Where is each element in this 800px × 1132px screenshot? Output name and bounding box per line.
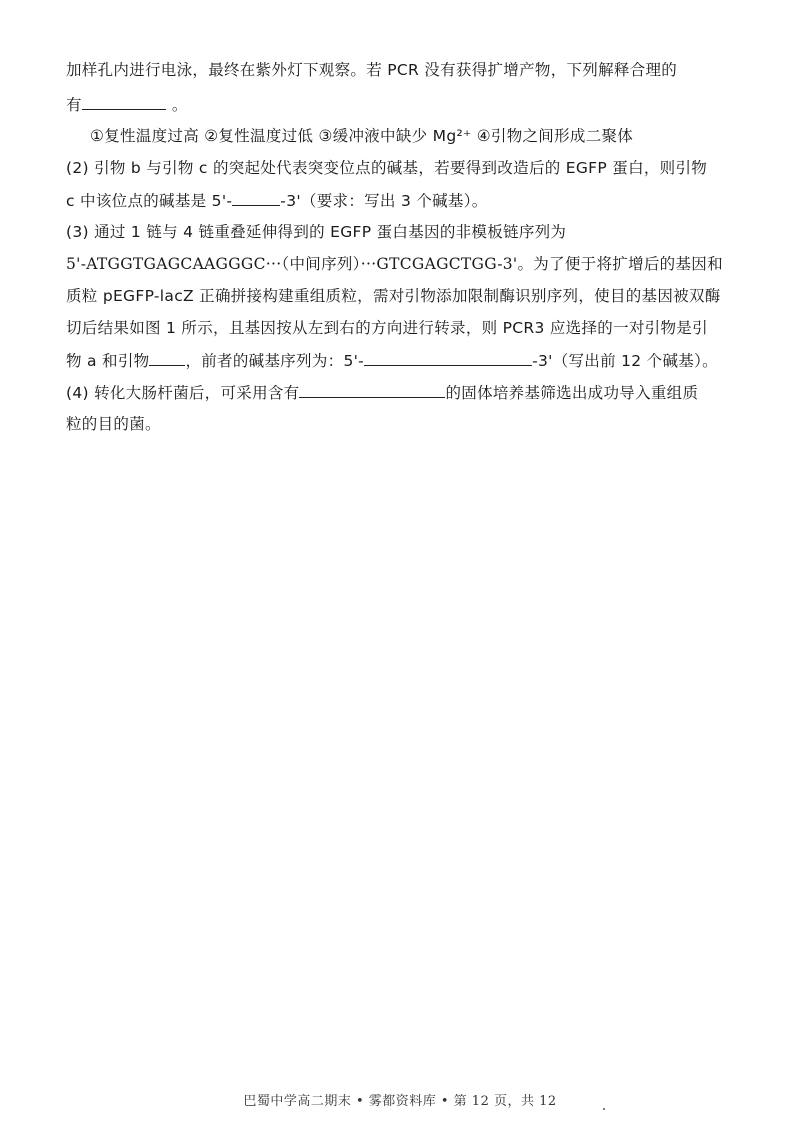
q4-line1 [66,382,760,403]
q3-sequence: 5'-ATGGTGAGCAAGGGC···（中间序列）···GTCGAGCTGG-3' [66,255,518,273]
q4-answer-blank[interactable] [299,382,445,398]
page-footer: 巴蜀中学高二期末 • 雾都资料库 • 第 12 页，共 12 [243,1094,557,1109]
q4-line1-prefix: (4) 转化大肠杆菌后，可采用含有 [66,384,300,402]
q3-primer-blank[interactable] [149,350,185,366]
q3-line4: 切后结果如图 1 所示，且基因按从左到右的方向进行转录，则 PCR3 应选择的一对引物是引 [66,319,708,337]
q3-line5 [66,350,760,371]
q2-line2-prefix: c 中该位点的碱基是 5'- [66,192,233,210]
q3-sequence-blank[interactable] [364,350,532,366]
q1-options: ①复性温度过高 ②复性温度过低 ③缓冲液中缺少 Mg²⁺ ④引物之间形成二聚体 [90,127,634,145]
q3-line3: 质粒 pEGFP-lacZ 正确拼接构建重组质粒，需对引物添加限制酶识别序列，使目的基因被双酶 [66,287,721,305]
q3-line5-mid: ，前者的碱基序列为：5'- [185,352,365,370]
q3-line2-rest: 。为了便于将扩增后的基因和 [517,255,723,273]
q2-line2-suffix: -3'（要求：写出 3 个碱基）。 [280,192,488,210]
q2-answer-blank[interactable] [232,190,280,206]
q3-line5-suffix: -3'（写出前 12 个碱基）。 [532,352,718,370]
q4-line2: 粒的目的菌。 [66,415,161,433]
q3-line5-prefix: 物 a 和引物 [66,352,150,370]
q1-line2-prefix: 有 [66,96,82,114]
q1-line2-suffix: 。 [171,96,188,114]
q1-line1: 加样孔内进行电泳，最终在紫外灯下观察。若 PCR 没有获得扩增产物，下列解释合理的 [66,61,678,79]
q3-line1: (3) 通过 1 链与 4 链重叠延伸得到的 EGFP 蛋白基因的非模板链序列为 [66,223,567,241]
q2-line1: (2) 引物 b 与引物 c 的突起处代表突变位点的碱基，若要得到改造后的 EGFP 蛋白，则引物 [66,159,708,177]
q2-line2 [66,190,760,211]
q4-line1-suffix: 的固体培养基筛选出成功导入重组质 [445,384,699,402]
q1-line2 [66,94,760,115]
q1-answer-blank[interactable] [82,94,166,110]
q3-line2 [66,254,760,274]
